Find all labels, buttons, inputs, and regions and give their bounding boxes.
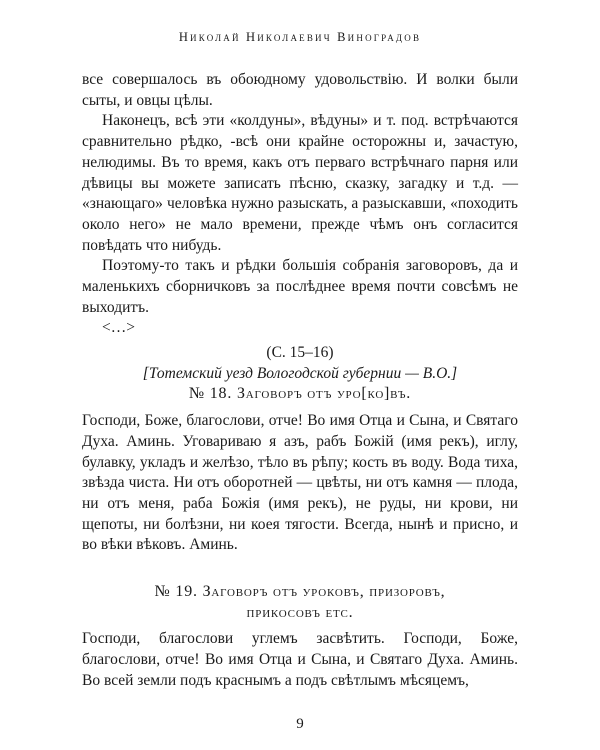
source-pages-ref: (С. 15–16) xyxy=(266,344,334,361)
spell-heading: № 18. Заговоръ отъ уро[ко]въ. xyxy=(188,385,412,403)
spell-19-section xyxy=(82,582,518,692)
spell-text: Господи, Боже, благослови, отче! Во имя Отца и Сына, и Святаго Духа. Аминь. Уговариваю я азъ, рабъ Божій (имя рекъ), иглу, булавку, укладъ и желѣзо, тѣло въ рѣпу; кость въ воду. Вода тиха, звѣзда чиста. Ни отъ оборотней — цвѣты, ни отъ камня — плода, ни отъ меня, раба Божія (имя рекъ), не руды, ни крови, ни щепоты, ни болѣзни, ни коея тягости. Всегда, нынѣ и присно, и во вѣки вѣковъ. Аминь. xyxy=(82,412,518,554)
intro-section xyxy=(82,70,518,339)
spell-heading-line-1: № 19. Заговоръ отъ уроковъ, призоровъ, xyxy=(154,583,446,600)
running-header: Николай Николаевич Виноградов xyxy=(178,30,422,44)
spell-18-section xyxy=(82,343,518,556)
paragraph: Наконецъ, всѣ эти «колдуны», вѣдуны» и т. под. встрѣчаются сравнительно рѣдко, -всѣ они крайне осторожны и, зачастую, нелюдимы. Въ то время, какъ отъ перваго встрѣчнаго парня или дѣвицы вы можете записать пѣсню, сказку, загадку и т.д. — «знающаго» человѣка нужно разыскать, а разыскавши, «походить около него» не мало времени, прежде чѣмъ онъ согласится повѣдать что нибудь. xyxy=(82,112,518,254)
omission-mark: <…> xyxy=(102,319,135,337)
paragraph: все совершалось въ обоюдному удовольствію. И волки были сыты, и овцы цѣлы. xyxy=(82,71,518,109)
page-number: 9 xyxy=(296,716,304,732)
spell-text: Господи, благослови углемъ засвѣтить. Господи, Боже, благослови, отче! Во имя Отца и Сына, и Святаго Духа. Аминь. Во всей земли подъ краснымъ а подъ свѣтлымъ мѣсяцемъ, xyxy=(82,630,518,689)
spell-heading-line-2: прикосовъ etc. xyxy=(246,603,354,621)
editor-note: [Тотемский уезд Вологодской губернии — В.О.] xyxy=(142,364,458,382)
paragraph: Поэтому-то такъ и рѣдки большія собранія заговоровъ, да и маленькихъ сборничковъ за послѣднее время почти совсѣмъ не выходитъ. xyxy=(82,257,518,316)
